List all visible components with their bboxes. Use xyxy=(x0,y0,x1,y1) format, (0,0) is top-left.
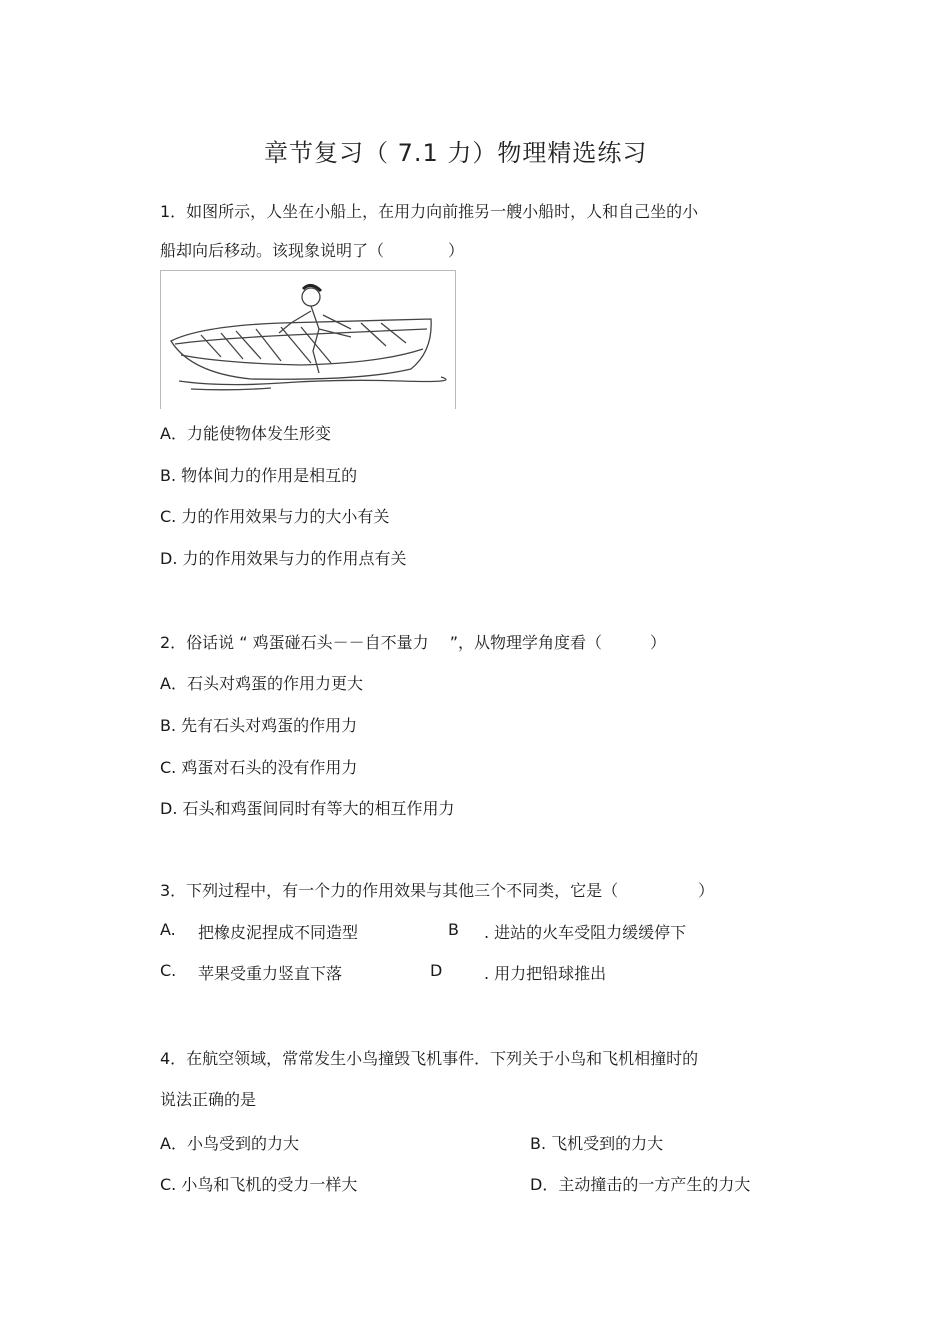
q1-option-d: D. 力的作用效果与力的作用点有关 xyxy=(160,549,407,568)
q2-option-b: B. 先有石头对鸡蛋的作用力 xyxy=(160,716,358,735)
boat-drawing xyxy=(161,271,455,409)
q2-option-a: A．石头对鸡蛋的作用力更大 xyxy=(160,674,363,693)
q3-option-d-letter: D xyxy=(430,961,443,980)
question-1-line-2: 船却向后移动。该现象说明了（ ） xyxy=(160,241,465,260)
question-3-line-1: 3．下列过程中，有一个力的作用效果与其他三个不同类，它是（ ） xyxy=(160,881,715,900)
q4-option-a: A．小鸟受到的力大 xyxy=(160,1134,299,1153)
q3-option-d-text: . 用力把铅球推出 xyxy=(484,964,607,983)
q3-option-c-text: 苹果受重力竖直下落 xyxy=(198,964,343,983)
q1-option-b: B. 物体间力的作用是相互的 xyxy=(160,466,358,485)
q3-option-b-letter: B xyxy=(448,920,459,939)
q2-option-c: C. 鸡蛋对石头的没有作用力 xyxy=(160,758,358,777)
question-2-line-1: 2．俗话说 “ 鸡蛋碰石头－－自不量力 ”，从物理学角度看（ ） xyxy=(160,633,667,652)
q4-option-d: D．主动撞击的一方产生的力大 xyxy=(530,1175,751,1194)
question-4-line-2: 说法正确的是 xyxy=(160,1090,257,1109)
q3-option-b-text: . 进站的火车受阻力缓缓停下 xyxy=(484,923,687,942)
question-1-line-1: 1．如图所示，人坐在小船上，在用力向前推另一艘小船时，人和自己坐的小 xyxy=(160,202,699,221)
page-title: 章节复习（ 7.1 力）物理精选练习 xyxy=(264,139,648,167)
question-4-line-1: 4．在航空领域，常常发生小鸟撞毁飞机事件．下列关于小鸟和飞机相撞时的 xyxy=(160,1049,699,1068)
q4-option-b: B. 飞机受到的力大 xyxy=(530,1134,664,1153)
q2-option-d: D. 石头和鸡蛋间同时有等大的相互作用力 xyxy=(160,799,455,818)
q3-option-a-text: 把橡皮泥捏成不同造型 xyxy=(198,923,359,942)
q3-option-a-letter: A. xyxy=(160,920,176,939)
q3-option-c-letter: C. xyxy=(160,961,177,980)
q1-option-a: A．力能使物体发生形变 xyxy=(160,424,331,443)
q1-option-c: C. 力的作用效果与力的大小有关 xyxy=(160,507,390,526)
boat-illustration xyxy=(160,270,456,409)
q4-option-c: C. 小鸟和飞机的受力一样大 xyxy=(160,1175,358,1194)
